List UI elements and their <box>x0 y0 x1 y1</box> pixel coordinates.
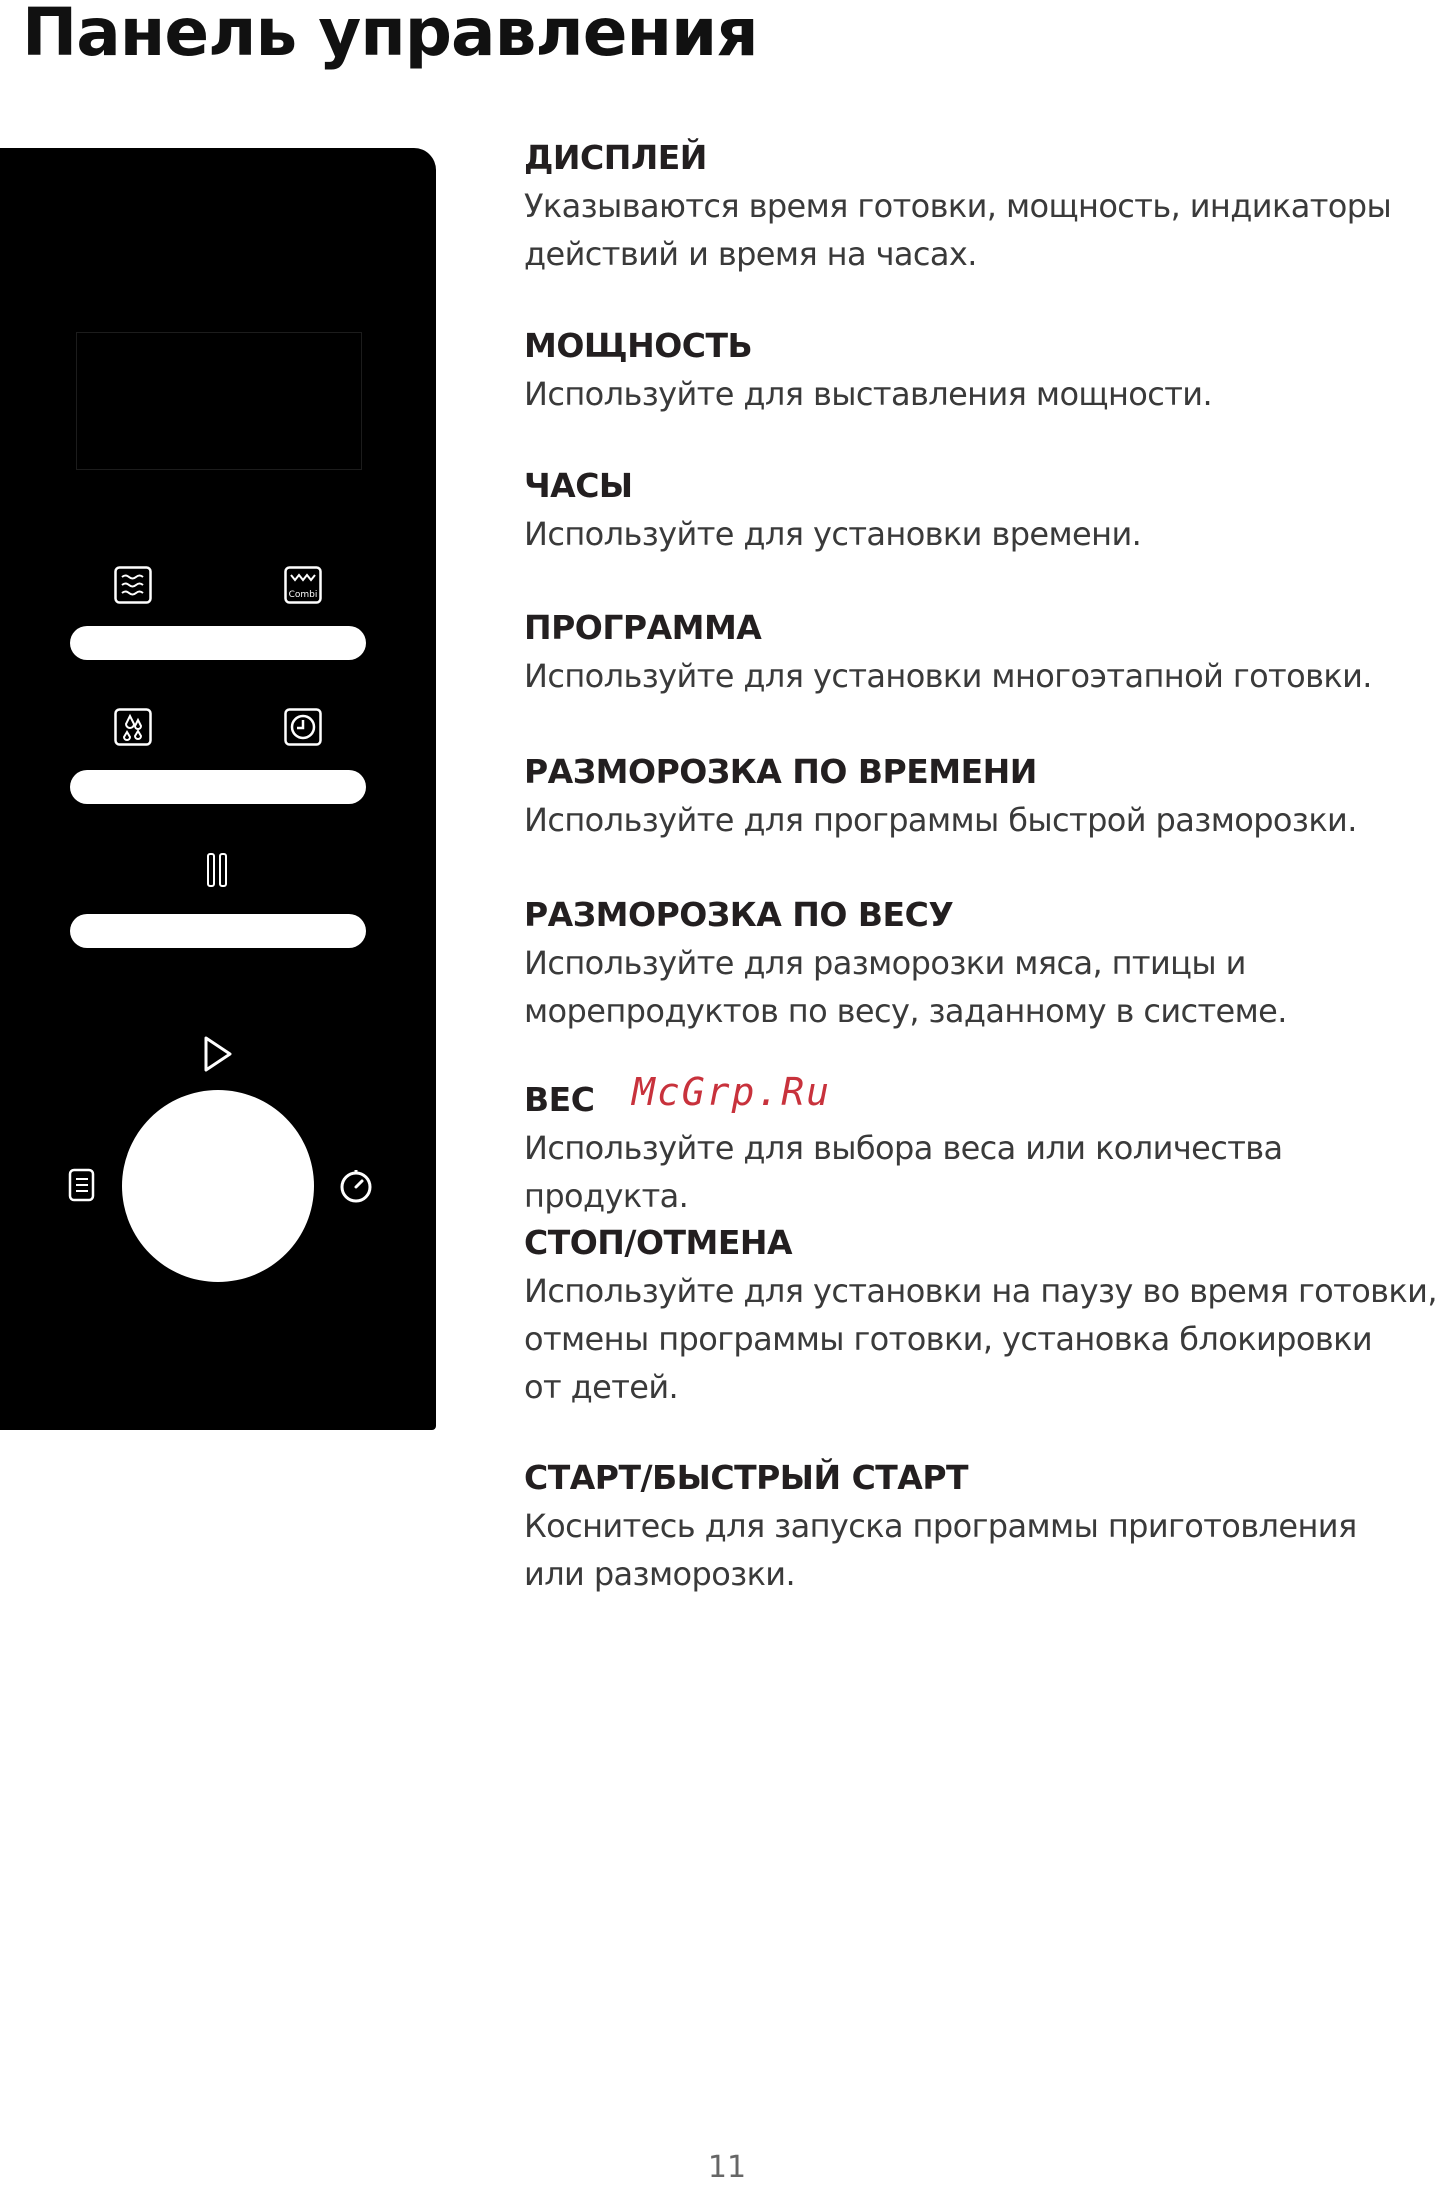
page-number: 11 <box>707 2150 747 2185</box>
entry-title: МОЩНОСТЬ <box>524 326 753 365</box>
watermark-text: McGrp.Ru <box>632 1070 832 1114</box>
entry-description: Указываются время готовки, мощность, индикаторы действий и время на часах. <box>524 187 1392 273</box>
entry-description: Используйте для установки многоэтапной готовки. <box>524 657 1372 695</box>
entry-description: Используйте для разморозки мяса, птицы и морепродуктов по весу, заданному в системе. <box>524 944 1287 1030</box>
entry-title: РАЗМОРОЗКА ПО ВРЕМЕНИ <box>524 752 1037 791</box>
program-icon <box>68 1168 96 1202</box>
page-title: Панель управления <box>22 0 758 71</box>
entry-power <box>524 324 1454 418</box>
touch-bar-stop[interactable] <box>70 914 366 948</box>
entry-display <box>524 136 1454 278</box>
entry-clock <box>524 464 1454 558</box>
clock-icon <box>338 1168 374 1204</box>
entry-description: Используйте для установки времени. <box>524 515 1142 553</box>
entry-defrost-time <box>524 750 1454 844</box>
entry-title: ДИСПЛЕЙ <box>524 138 707 177</box>
display-window <box>76 332 362 470</box>
entry-title: СТАРТ/БЫСТРЫЙ СТАРТ <box>524 1458 969 1497</box>
entry-title: СТОП/ОТМЕНА <box>524 1223 793 1262</box>
entry-start <box>524 1456 1454 1598</box>
control-panel-illustration <box>0 148 436 1430</box>
entry-defrost-weight <box>524 893 1454 1035</box>
entry-title: РАЗМОРОЗКА ПО ВЕСУ <box>524 895 954 934</box>
defrost-time-icon <box>284 708 322 746</box>
touch-bar-defrost[interactable] <box>70 770 366 804</box>
entry-description: Коснитесь для запуска программы приготовления или разморозки. <box>524 1507 1357 1593</box>
defrost-weight-icon <box>114 708 152 746</box>
entry-description: Используйте для выставления мощности. <box>524 375 1213 413</box>
entry-program <box>524 606 1454 700</box>
combi-icon <box>284 566 322 604</box>
microwave-icon <box>114 566 152 604</box>
entry-description: Используйте для выбора веса или количества продукта. <box>524 1129 1283 1215</box>
pause-icon <box>206 852 230 890</box>
start-icon <box>200 1034 236 1074</box>
touch-bar-power[interactable] <box>70 626 366 660</box>
combi-label: Combi <box>288 590 318 600</box>
control-knob[interactable] <box>122 1090 314 1282</box>
entry-stop-cancel <box>524 1221 1454 1411</box>
entry-title: ПРОГРАММА <box>524 608 762 647</box>
entry-description: Используйте для установки на паузу во время готовки, отмены программы готовки, установка блокировки от детей. <box>524 1272 1437 1406</box>
entry-description: Используйте для программы быстрой разморозки. <box>524 801 1357 839</box>
entry-title: ВЕС <box>524 1080 595 1119</box>
entry-title: ЧАСЫ <box>524 466 633 505</box>
